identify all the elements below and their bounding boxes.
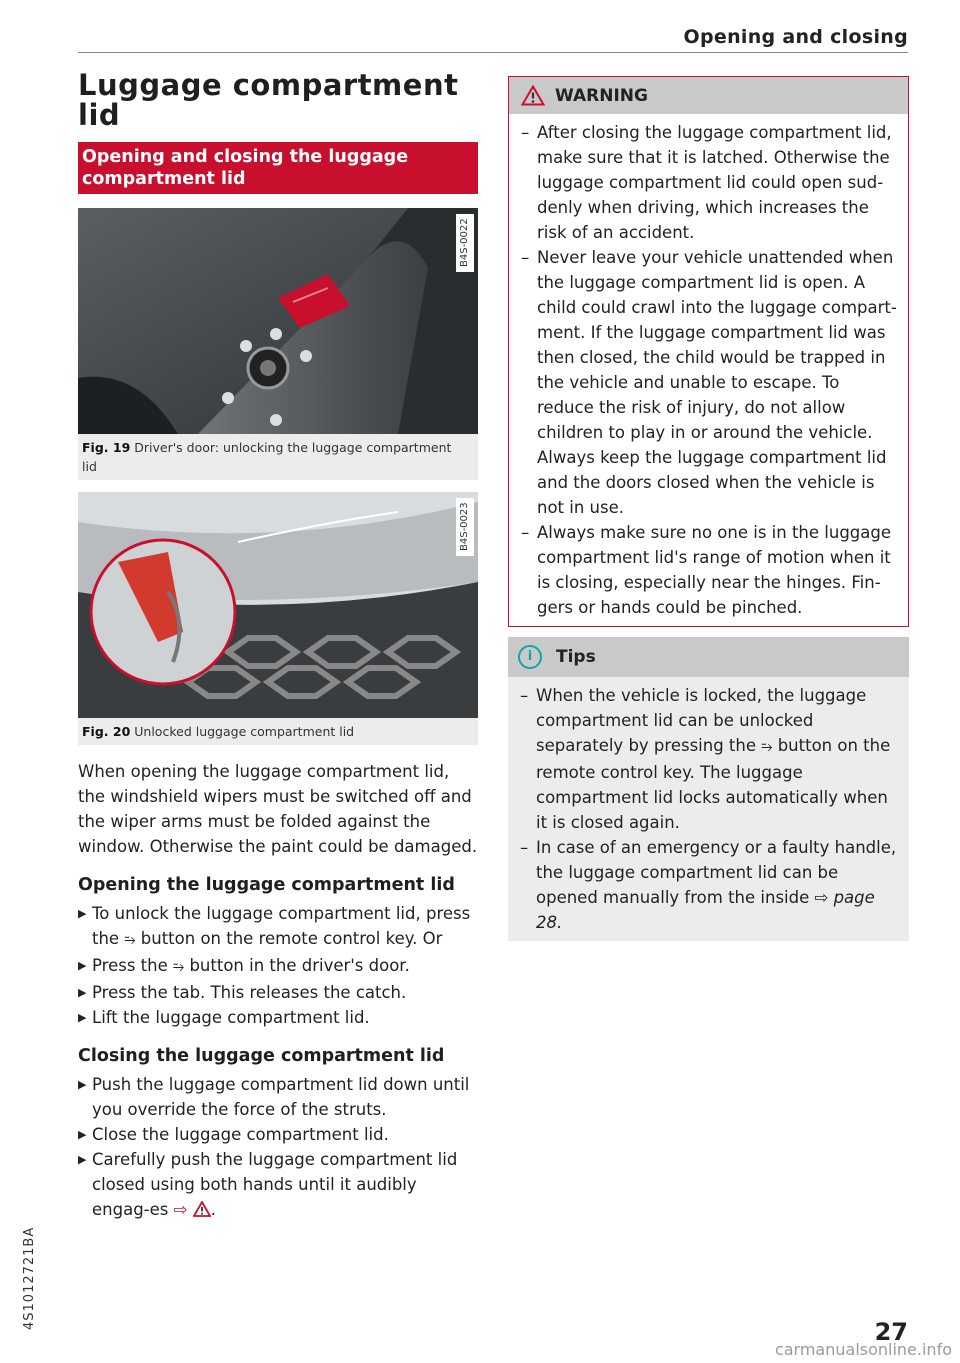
figure-code: B4S-0023: [456, 498, 474, 556]
list-item: – When the vehicle is locked, the luggage compartment lid can be unlocked separately by pressing the ⥲ button on the remote control key. The luggage compartment lid locks automatically when it is closed again.: [520, 686, 891, 832]
figure-caption: [78, 718, 478, 741]
warning-title: WARNING: [555, 85, 648, 106]
warning-triangle-icon: [193, 1201, 211, 1217]
figure-code: B4S-0022: [456, 214, 474, 272]
tips-box: [508, 637, 909, 941]
warning-box: [508, 76, 909, 627]
list-item: ▶ To unlock the luggage compartment lid, press the ⥲ button on the remote control key. Or: [78, 904, 471, 948]
right-column: [508, 76, 909, 941]
figure-20: [78, 492, 478, 745]
list-item: ▶ Press the tab. This releases the catch.: [78, 983, 407, 1002]
page-reference-link[interactable]: page 28.: [536, 888, 875, 932]
banner-line1: Opening and closing the luggage: [82, 147, 409, 167]
opening-heading: Opening the luggage compartment lid: [78, 875, 455, 895]
header-rule: [78, 52, 908, 53]
closing-heading: Closing the luggage compartment lid: [78, 1046, 445, 1066]
list-item: – After closing the luggage compartment lid, make sure that it is latched. Otherwise the luggage compartment lid could open sud-denly when driving, which increases the risk of an accident.: [521, 123, 892, 242]
watermark: carmanualsonline.info: [774, 1340, 952, 1359]
tips-list: [508, 677, 909, 941]
figure-label: Fig. 19: [82, 440, 131, 455]
section-title: [78, 70, 478, 130]
warning-triangle-icon: [521, 85, 545, 106]
section-title-line1: Luggage compartment: [78, 68, 459, 102]
intro-paragraph: When opening the luggage compartment lid, the windshield wipers must be switched off and the wiper arms must be folded against the window. Otherwise the paint could be damaged.: [78, 762, 478, 856]
figure-19: [78, 208, 478, 480]
figure-caption-text: Unlocked luggage compartment lid: [134, 724, 355, 739]
warning-list: [509, 114, 908, 626]
trunk-latch-image: [78, 492, 478, 718]
list-item: ▶ Push the luggage compartment lid down until you override the force of the struts.: [78, 1075, 470, 1119]
tips-header: [508, 637, 909, 677]
list-item: ▶ Lift the luggage compartment lid.: [78, 1008, 370, 1027]
list-item: ▶ Close the luggage compartment lid.: [78, 1125, 389, 1144]
figure-caption: [78, 434, 478, 476]
left-column: [78, 70, 478, 1222]
opening-steps: [78, 901, 478, 1030]
list-item: ▶ Press the ⥲ button in the driver's door.: [78, 956, 410, 975]
trunk-icon: ⥲: [173, 959, 185, 975]
figure-caption-text: Driver's door: unlocking the luggage compartment lid: [82, 440, 452, 474]
warning-header: [509, 77, 908, 114]
section-title-line2: lid: [78, 98, 121, 132]
info-icon: i: [518, 645, 542, 669]
figure-label: Fig. 20: [82, 724, 131, 739]
topic-banner: [78, 142, 478, 194]
running-header: Opening and closing: [683, 26, 908, 48]
document-code: 4S1012721BA: [22, 1226, 37, 1330]
tips-title: Tips: [556, 647, 596, 667]
list-item: ▶ Carefully push the luggage compartment lid closed using both hands until it audibly engag-es ⇨ .: [78, 1150, 458, 1219]
banner-line2: compartment lid: [82, 169, 246, 189]
list-item: – Never leave your vehicle unattended when the luggage compartment lid is open. A child could crawl into the luggage compart-ment. If the luggage compartment lid was then closed, the child would be trapped in the vehicle and unable to escape. To reduce the risk of injury, do not allow children to play in or around the vehicle. Always keep the luggage compartment lid and the doors closed when the vehicle is not in use.: [521, 248, 897, 517]
trunk-icon: ⥲: [124, 932, 136, 948]
page-number: 27: [874, 1318, 908, 1346]
door-panel-image: [78, 208, 478, 434]
cross-reference-arrow[interactable]: ⇨: [173, 1200, 188, 1219]
closing-steps: [78, 1072, 478, 1222]
list-item: – In case of an emergency or a faulty handle, the luggage compartment lid can be opened manually from the inside ⇨ page 28.: [520, 838, 897, 932]
list-item: – Always make sure no one is in the luggage compartment lid's range of motion when it is closing, especially near the hinges. Fin-gers or hands could be pinched.: [521, 523, 892, 617]
trunk-icon: ⥲: [761, 739, 773, 755]
